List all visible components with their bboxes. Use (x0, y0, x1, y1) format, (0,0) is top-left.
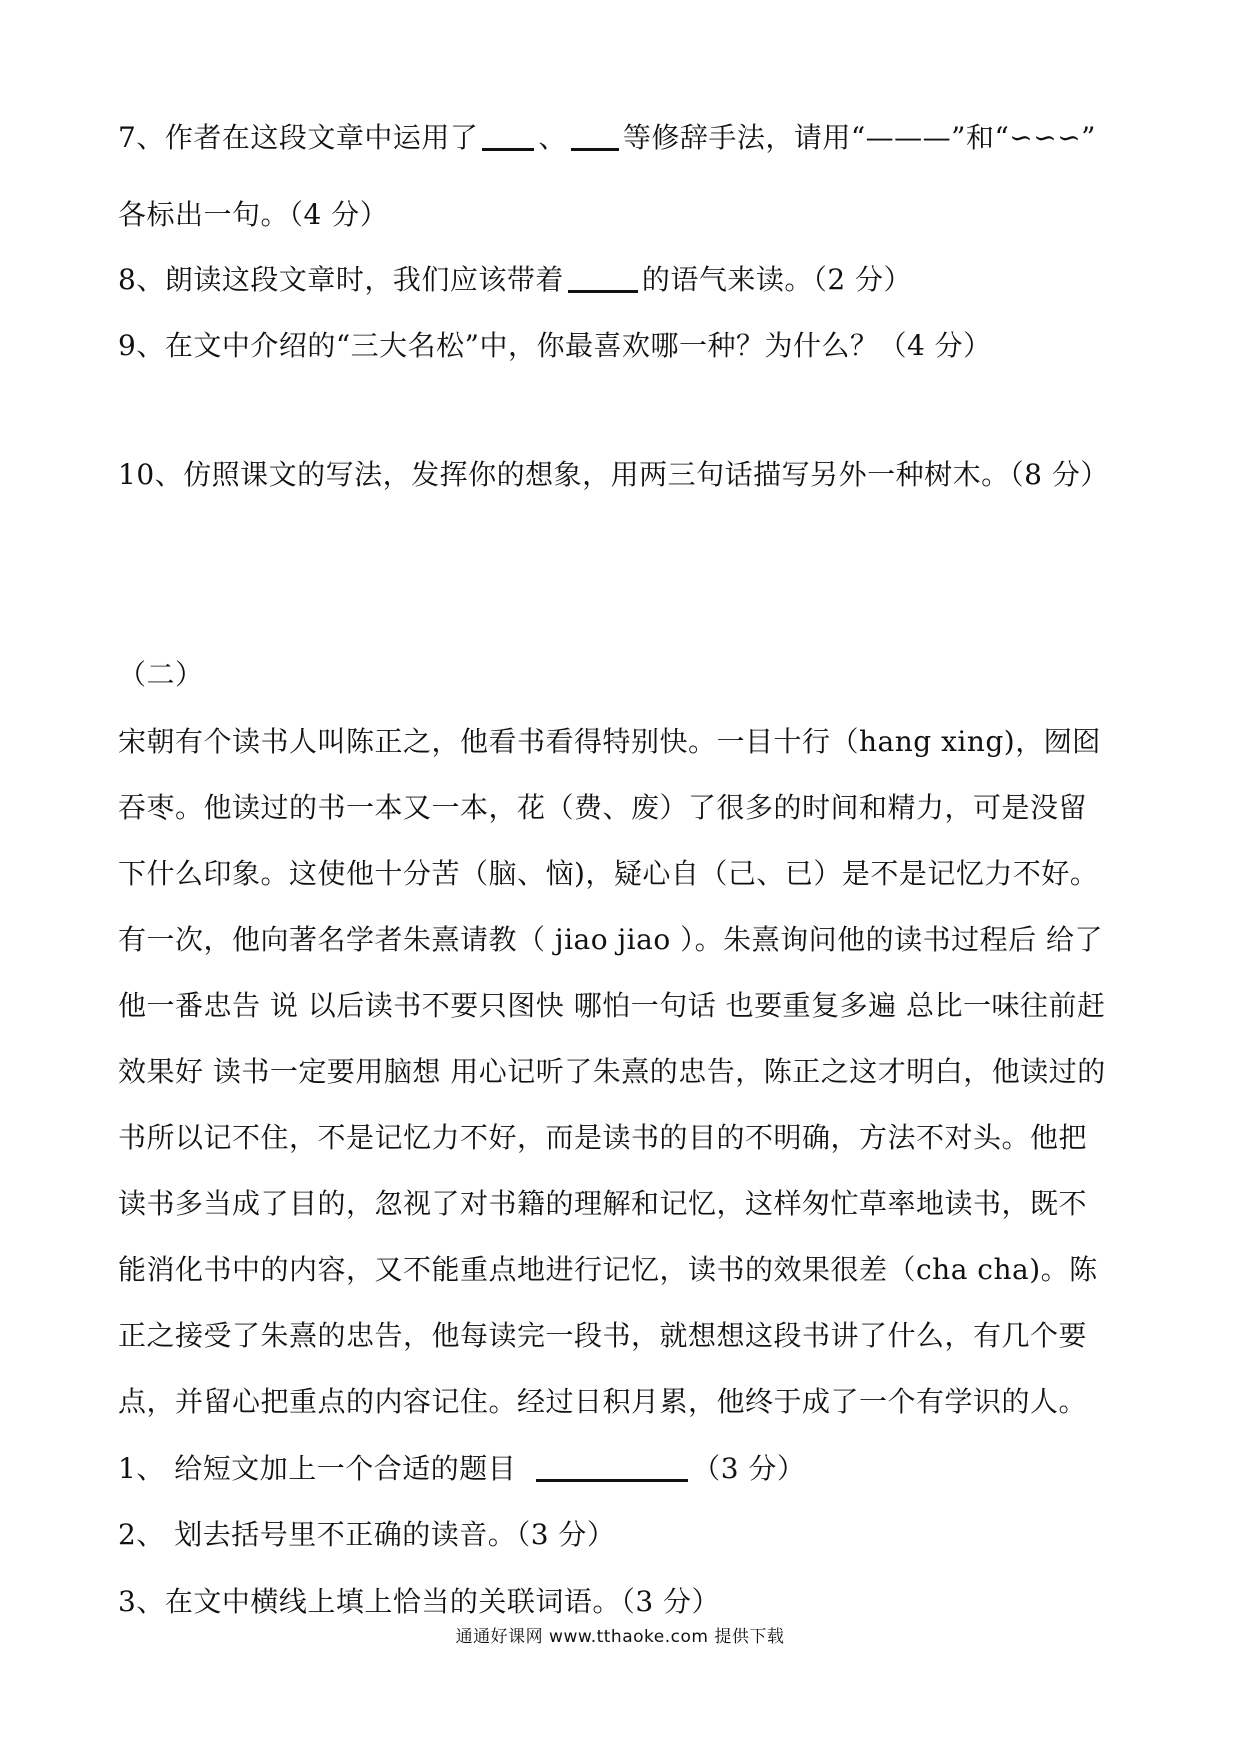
question-8 (118, 260, 912, 300)
passage-line: 他一番忠告 说 以后读书不要只图快 哪怕一句话 也要重复多遍 总比一味往前赶 (118, 989, 1106, 1022)
question-10: 10、仿照课文的写法，发挥你的想象，用两三句话描写另外一种树木。（8 分） (118, 458, 1109, 491)
q7-text-a: 7、作者在这段文章中运用了 (118, 121, 479, 154)
passage-line: 读书多当成了目的，忽视了对书籍的理解和记忆，这样匆忙草率地读书，既不 (118, 1187, 1088, 1220)
q7-blank-2[interactable] (571, 120, 619, 151)
question-2: 2、 划去括号里不正确的读音。（3 分） (118, 1518, 616, 1551)
q1-title-blank[interactable] (536, 1451, 688, 1482)
q7-blank-1[interactable] (482, 120, 534, 151)
question-3: 3、在文中横线上填上恰当的关联词语。（3 分） (118, 1585, 721, 1618)
passage-line: 正之接受了朱熹的忠告，他每读完一段书，就想想这段书讲了什么，有几个要 (118, 1319, 1088, 1352)
question-1 (118, 1449, 805, 1489)
passage-line: 下什么印象。这使他十分苦（脑、恼)，疑心自（己、已）是不是记忆力不好。 (118, 857, 1099, 890)
passage-line: 能消化书中的内容，又不能重点地进行记忆，读书的效果很差（cha cha)。陈 (118, 1253, 1098, 1286)
question-7-line-2: 各标出一句。（4 分） (118, 198, 389, 231)
q8-blank[interactable] (568, 262, 638, 293)
passage-line: 宋朝有个读书人叫陈正之，他看书看得特别快。一目十行（hang xing)，囫囵 (118, 725, 1101, 758)
q7-text-c: 等修辞手法，请用“———”和“∽∽∽” (622, 121, 1096, 154)
q8-text-b: 的语气来读。（2 分） (641, 263, 913, 296)
section-heading: （二） (118, 658, 204, 691)
passage-line: 有一次，他向著名学者朱熹请教（ jiao jiao ）。朱熹询问他的读书过程后 给了 (118, 923, 1103, 956)
q8-text-a: 8、朗读这段文章时，我们应该带着 (118, 263, 564, 296)
passage-line: 吞枣。他读过的书一本又一本，花（费、废）了很多的时间和精力，可是没留 (118, 791, 1088, 824)
q1-text-b: （3 分） (692, 1452, 806, 1485)
passage-line: 书所以记不住，不是记忆力不好，而是读书的目的不明确，方法不对头。他把 (118, 1121, 1088, 1154)
question-7-line-1 (118, 118, 1096, 158)
passage-line: 点，并留心把重点的内容记住。经过日积月累，他终于成了一个有学识的人。 (118, 1385, 1088, 1418)
q7-text-b: 、 (538, 121, 567, 154)
passage-line: 效果好 读书一定要用脑想 用心记听了朱熹的忠告，陈正之这才明白，他读过的 (118, 1055, 1106, 1088)
question-9: 9、在文中介绍的“三大名松”中，你最喜欢哪一种？为什么？（4 分） (118, 329, 992, 362)
footer-credit: 通通好课网 www.tthaoke.com 提供下载 (455, 1627, 785, 1647)
q1-text-a: 1、 给短文加上一个合适的题目 (118, 1452, 517, 1485)
